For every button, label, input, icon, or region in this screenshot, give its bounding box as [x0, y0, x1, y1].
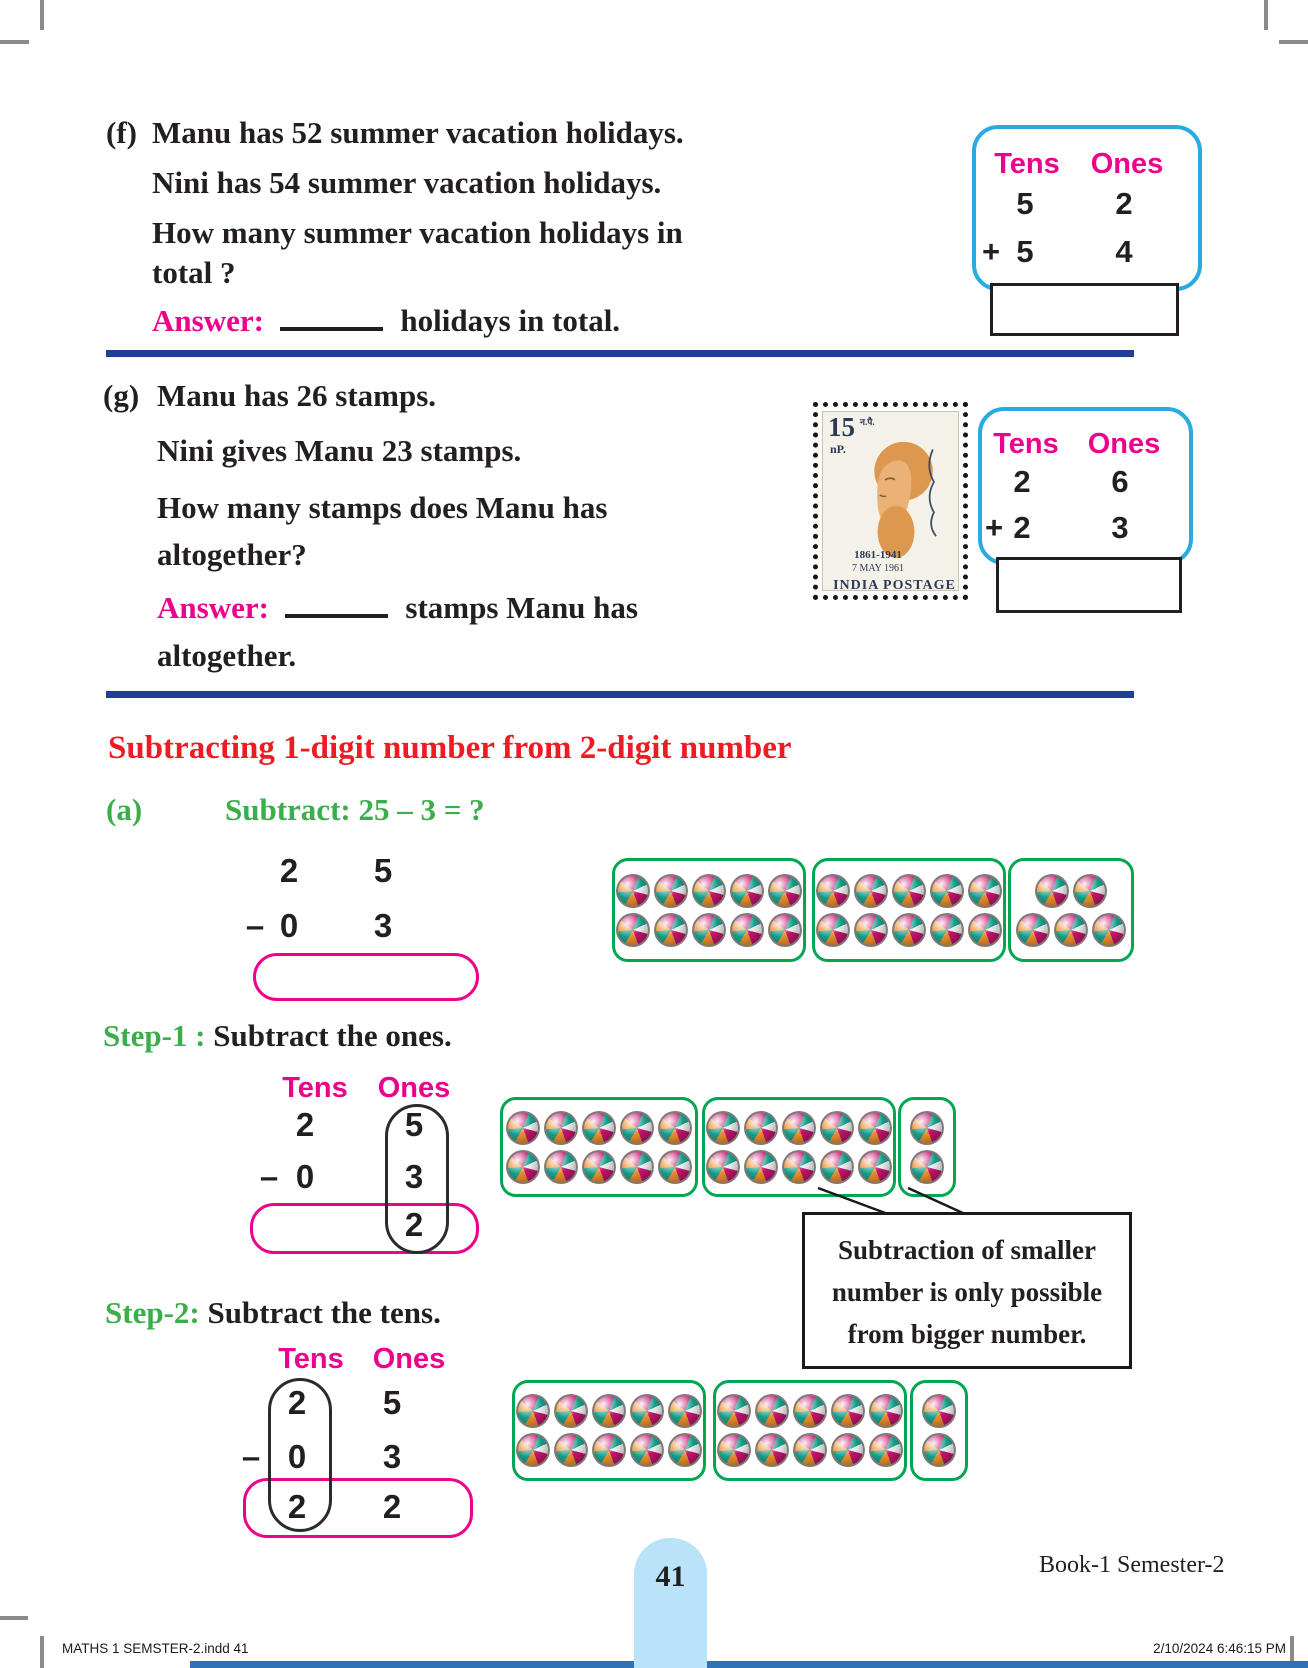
- card-f-row1-tens: 5: [1016, 186, 1034, 221]
- step2-title: Subtract the tens.: [207, 1295, 441, 1330]
- problem-g-answer-line: [157, 590, 638, 626]
- beach-ball-icon: [1054, 913, 1088, 947]
- card-g-plus-sign: +: [984, 510, 1004, 545]
- callout-line3: from bigger number.: [847, 1319, 1087, 1349]
- ball-row: [922, 1394, 956, 1428]
- page-number: 41: [655, 1560, 686, 1593]
- problem-f-answer-label: Answer:: [152, 303, 264, 338]
- problem-f-line3: How many summer vacation holidays in: [152, 215, 683, 250]
- item-a-title: Subtract: 25 – 3 = ?: [225, 792, 485, 827]
- step1-ones-header: Ones: [377, 1072, 451, 1104]
- problem-f-answer-blank[interactable]: [280, 303, 383, 331]
- beach-ball-icon: [793, 1433, 827, 1467]
- ball-row: [616, 874, 802, 908]
- problem-g-answer-blank[interactable]: [285, 590, 388, 618]
- beach-ball-icon: [658, 1111, 692, 1145]
- beach-ball-icon: [831, 1433, 865, 1467]
- work-a-sub-ones: 3: [373, 907, 393, 944]
- beach-ball-icon: [554, 1433, 588, 1467]
- beach-ball-icon: [968, 874, 1002, 908]
- beach-ball-icon: [793, 1394, 827, 1428]
- crop-mark-bottom-left-v: [40, 1636, 44, 1668]
- card-f-ones-header: Ones: [1090, 148, 1164, 180]
- step2-sub-ones: 3: [382, 1438, 402, 1475]
- beach-ball-icon: [1035, 874, 1069, 908]
- beach-ball-icon: [554, 1394, 588, 1428]
- beach-ball-icon: [922, 1433, 956, 1467]
- beach-ball-icon: [730, 874, 764, 908]
- beach-ball-icon: [744, 1111, 778, 1145]
- step2-heading: [105, 1295, 441, 1331]
- problem-f-line1: Manu has 52 summer vacation holidays.: [152, 115, 684, 150]
- step2-result-tens: 2: [287, 1488, 307, 1525]
- beach-ball-icon: [654, 874, 688, 908]
- beach-ball-icon: [816, 913, 850, 947]
- beach-ball-icon: [755, 1394, 789, 1428]
- problem-g-answer-suffix: stamps Manu has: [405, 590, 638, 625]
- beach-ball-icon: [582, 1150, 616, 1184]
- beach-ball-icon: [616, 874, 650, 908]
- beach-ball-icon: [910, 1150, 944, 1184]
- beach-ball-icon: [730, 913, 764, 947]
- ball-row: [1016, 913, 1126, 947]
- beach-ball-icon: [1092, 913, 1126, 947]
- beach-ball-icon: [506, 1150, 540, 1184]
- ball-row: [516, 1394, 702, 1428]
- ball-group-a-2: [812, 858, 1006, 962]
- ball-group-step2-3: [910, 1380, 968, 1481]
- card-f-row2-ones: 4: [1115, 234, 1133, 269]
- card-f-row1-ones: 2: [1115, 186, 1133, 221]
- step1-label: Step-1 :: [103, 1018, 206, 1053]
- beach-ball-icon: [717, 1394, 751, 1428]
- problem-g-label: (g): [103, 378, 140, 413]
- section-divider-1: [106, 350, 1134, 357]
- ball-row: [910, 1111, 944, 1145]
- work-a-minuend-ones: 5: [373, 852, 393, 889]
- item-a-label: (a): [106, 792, 143, 827]
- problem-f-answer-suffix: holidays in total.: [400, 303, 621, 338]
- ball-group-step2-2: [713, 1380, 907, 1481]
- beach-ball-icon: [910, 1111, 944, 1145]
- ball-row: [922, 1433, 956, 1467]
- problem-g-line4: altogether?: [157, 537, 307, 572]
- crop-mark-top-left-v: [40, 0, 44, 30]
- stamp-date: 7 MAY 1961: [851, 563, 905, 574]
- beach-ball-icon: [616, 913, 650, 947]
- beach-ball-icon: [854, 874, 888, 908]
- beach-ball-icon: [592, 1394, 626, 1428]
- problem-g-line1: Manu has 26 stamps.: [157, 378, 437, 413]
- work-a-minus-sign: –: [245, 907, 265, 944]
- beach-ball-icon: [858, 1111, 892, 1145]
- beach-ball-icon: [892, 913, 926, 947]
- beach-ball-icon: [620, 1111, 654, 1145]
- step1-title: Subtract the ones.: [213, 1018, 452, 1053]
- beach-ball-icon: [544, 1150, 578, 1184]
- ball-row: [706, 1150, 892, 1184]
- ball-row: [816, 913, 1002, 947]
- step1-sub-ones: 3: [404, 1158, 424, 1195]
- beach-ball-icon: [1016, 913, 1050, 947]
- ball-row: [506, 1111, 692, 1145]
- step1-minuend-ones: 5: [404, 1106, 424, 1143]
- beach-ball-icon: [592, 1433, 626, 1467]
- beach-ball-icon: [831, 1394, 865, 1428]
- beach-ball-icon: [854, 913, 888, 947]
- beach-ball-icon: [869, 1394, 903, 1428]
- work-a-answer-box[interactable]: [253, 953, 479, 1001]
- beach-ball-icon: [744, 1150, 778, 1184]
- ball-row: [616, 913, 802, 947]
- step1-minus-sign: –: [259, 1158, 279, 1195]
- step2-label: Step-2:: [105, 1295, 200, 1330]
- ball-row: [717, 1394, 903, 1428]
- beach-ball-icon: [506, 1111, 540, 1145]
- beach-ball-icon: [892, 874, 926, 908]
- beach-ball-icon: [930, 913, 964, 947]
- ball-row: [910, 1150, 944, 1184]
- section-divider-2: [106, 691, 1134, 698]
- step1-result-ones: 2: [404, 1206, 424, 1243]
- beach-ball-icon: [768, 874, 802, 908]
- card-g-tens-header: Tens: [993, 428, 1059, 460]
- step2-sub-tens: 0: [287, 1438, 307, 1475]
- beach-ball-icon: [692, 874, 726, 908]
- beach-ball-icon: [544, 1111, 578, 1145]
- beach-ball-icon: [820, 1111, 854, 1145]
- problem-f-line4: total ?: [152, 255, 236, 290]
- problem-f-answer-line: [152, 303, 620, 339]
- card-g-row1-ones: 6: [1111, 464, 1129, 499]
- work-a-sub-tens: 0: [279, 907, 299, 944]
- crop-mark-top-left-h: [0, 40, 29, 44]
- print-timestamp: 2/10/2024 6:46:15 PM: [1153, 1641, 1286, 1656]
- stamp-np-text: nP.: [830, 442, 846, 456]
- ball-row: [706, 1111, 892, 1145]
- step2-result-ones: 2: [382, 1488, 402, 1525]
- beach-ball-icon: [630, 1394, 664, 1428]
- problem-g-line2: Nini gives Manu 23 stamps.: [157, 433, 522, 468]
- problem-g-answer-cont: altogether.: [157, 638, 297, 673]
- section-title: Subtracting 1-digit number from 2-digit number: [108, 730, 792, 766]
- print-file-info: MATHS 1 SEMSTER-2.indd 41: [62, 1641, 249, 1656]
- beach-ball-icon: [930, 874, 964, 908]
- stamp-years: 1861-1941: [854, 549, 902, 561]
- beach-ball-icon: [782, 1150, 816, 1184]
- card-g-answer-box[interactable]: [996, 557, 1182, 613]
- stamp-artwork: [822, 411, 959, 591]
- ball-group-step2-1: [512, 1380, 706, 1481]
- beach-ball-icon: [620, 1150, 654, 1184]
- step2-ones-header: Ones: [372, 1343, 446, 1375]
- beach-ball-icon: [782, 1111, 816, 1145]
- card-g-row1-tens: 2: [1013, 464, 1031, 499]
- page-number-tab: [634, 1538, 707, 1668]
- beach-ball-icon: [706, 1111, 740, 1145]
- beach-ball-icon: [717, 1433, 751, 1467]
- stamp-script-text: न.पै.: [860, 417, 875, 427]
- beach-ball-icon: [582, 1111, 616, 1145]
- beach-ball-icon: [692, 913, 726, 947]
- crop-mark-bottom-left-h: [0, 1616, 28, 1620]
- crop-mark-top-right-v: [1264, 0, 1268, 30]
- ball-row: [516, 1433, 702, 1467]
- beach-ball-icon: [630, 1433, 664, 1467]
- card-g-ones-header: Ones: [1087, 428, 1161, 460]
- card-f-answer-box[interactable]: [990, 283, 1179, 336]
- step1-minuend-tens: 2: [295, 1106, 315, 1143]
- step2-minus-sign: –: [241, 1438, 261, 1475]
- tagore-portrait-icon: [841, 430, 951, 560]
- beach-ball-icon: [668, 1433, 702, 1467]
- beach-ball-icon: [755, 1433, 789, 1467]
- beach-ball-icon: [516, 1433, 550, 1467]
- card-f-plus-sign: +: [981, 234, 1001, 269]
- ball-row: [717, 1433, 903, 1467]
- step2-minuend-ones: 5: [382, 1384, 402, 1421]
- beach-ball-icon: [816, 874, 850, 908]
- beach-ball-icon: [858, 1150, 892, 1184]
- step1-sub-tens: 0: [295, 1158, 315, 1195]
- beach-ball-icon: [1073, 874, 1107, 908]
- ball-group-a-3: [1008, 858, 1134, 962]
- book-title: Book-1 Semester-2: [1039, 1552, 1225, 1578]
- ball-row: [816, 874, 1002, 908]
- problem-f-label: (f): [106, 115, 137, 150]
- beach-ball-icon: [869, 1433, 903, 1467]
- callout-line1: Subtraction of smaller: [838, 1235, 1096, 1265]
- subtraction-note-callout: [802, 1212, 1132, 1369]
- problem-g-answer-label: Answer:: [157, 590, 269, 625]
- ball-group-a-1: [612, 858, 806, 962]
- beach-ball-icon: [516, 1394, 550, 1428]
- beach-ball-icon: [768, 913, 802, 947]
- card-g-row2-tens: 2: [1013, 510, 1031, 545]
- card-f-tens-header: Tens: [994, 148, 1060, 180]
- step1-heading: [103, 1018, 452, 1054]
- card-g-row2-ones: 3: [1111, 510, 1129, 545]
- card-f-row2-tens: 5: [1016, 234, 1034, 269]
- beach-ball-icon: [968, 913, 1002, 947]
- beach-ball-icon: [654, 913, 688, 947]
- callout-line2: number is only possible: [831, 1277, 1103, 1307]
- stamp-denomination: 15: [828, 412, 855, 442]
- beach-ball-icon: [706, 1150, 740, 1184]
- step1-tens-header: Tens: [282, 1072, 348, 1104]
- stamp-country: INDIA POSTAGE: [833, 578, 956, 591]
- problem-g-line3: How many stamps does Manu has: [157, 490, 608, 525]
- crop-mark-top-right-h: [1279, 40, 1308, 44]
- beach-ball-icon: [922, 1394, 956, 1428]
- step2-minuend-tens: 2: [287, 1384, 307, 1421]
- india-postage-stamp: [813, 402, 968, 600]
- beach-ball-icon: [668, 1394, 702, 1428]
- ball-row: [1035, 874, 1107, 908]
- ball-row: [506, 1150, 692, 1184]
- beach-ball-icon: [658, 1150, 692, 1184]
- work-a-minuend-tens: 2: [279, 852, 299, 889]
- step2-tens-header: Tens: [278, 1343, 344, 1375]
- problem-f-line2: Nini has 54 summer vacation holidays.: [152, 165, 662, 200]
- bottom-page-strip: [190, 1661, 1308, 1668]
- beach-ball-icon: [820, 1150, 854, 1184]
